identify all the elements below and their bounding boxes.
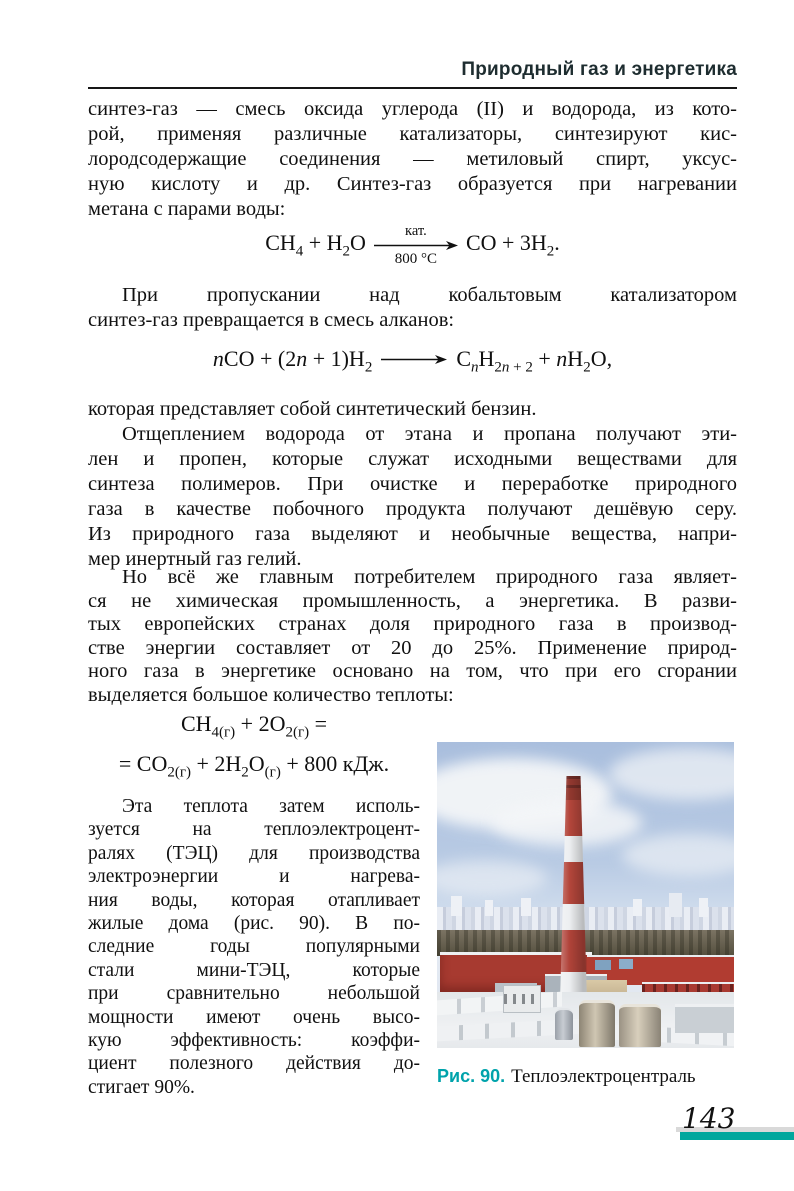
storage-tank: [555, 1008, 573, 1040]
text-line: Но всё же главным потребителем природного газа являет-: [122, 566, 737, 588]
paragraph-dehydrogenation: [88, 422, 737, 571]
text-line: ралях (ТЭЦ) для производства: [88, 842, 420, 864]
power-plant-photo: [437, 742, 734, 1048]
text-line: электроэнергии и нагрева-: [88, 866, 420, 888]
figure-caption: [437, 1066, 737, 1088]
text-line: Из природного газа выделяют и необычные вещества, напри-: [88, 522, 737, 545]
text-line: Эта теплота затем исполь-: [122, 796, 420, 817]
text-line: газа в качестве побочного продукта получают дешёвую серу.: [88, 497, 737, 520]
paragraph-syngas-intro: [88, 97, 737, 222]
text-line: при сравнительно небольшой: [88, 983, 420, 1005]
paragraph-synthetic-petrol: [88, 397, 737, 422]
right-arrow-icon: [374, 241, 458, 250]
text-line: ния воды, которая отапливает: [88, 889, 420, 911]
text-line: которая представляет собой синтетический бензин.: [88, 398, 537, 420]
text-line: мер инертный газ гелий.: [88, 547, 302, 570]
text-line: ся не химическая промышленность, а энергетика. В разви-: [88, 589, 737, 612]
text-line: синтез-газ превращается в смесь алканов:: [88, 308, 455, 331]
text-line: мощности имеют очень высо-: [88, 1006, 420, 1028]
equation-text: CO + $3H_2$.: [465, 230, 560, 260]
skyline-tower: [485, 900, 493, 916]
running-head: Природный газ и энергетика: [461, 59, 737, 80]
equation-combustion-line1: $CH_{4(г)} + 2O_{2(г)}$ =: [180, 711, 328, 741]
text-line: кую эффективность: коэффи-: [88, 1030, 420, 1052]
text-line: При пропускании над кобальтовым катализатором: [122, 284, 737, 306]
equation-alkane-synthesis: nCO + $(2n + 1)H_2$ $C_nH_{2n + 2} + nH_2O$,: [212, 346, 613, 376]
text-line: циент полезного действия до-: [88, 1053, 420, 1075]
cloud: [437, 860, 547, 896]
page-number: 143: [682, 1102, 736, 1135]
skyline-tower: [633, 899, 642, 916]
storage-tank: [619, 1004, 661, 1047]
paragraph-heat-usage: [88, 795, 420, 1099]
low-building: [675, 1004, 734, 1033]
text-line: стали мини-ТЭЦ, которые: [88, 959, 420, 981]
text-line: ного газа в энергетике основано на том, что при его сгорании: [88, 660, 737, 683]
storage-tank: [579, 1000, 615, 1047]
header-rule: [88, 87, 737, 89]
text-line: стве энергии составляет от 20 до 25%. Применение природ-: [88, 636, 737, 659]
text-line: стигает 90%.: [88, 1076, 195, 1098]
text-line: метана с парами воды:: [88, 197, 286, 220]
skyline-tower: [699, 898, 708, 917]
paragraph-cobalt-catalyst: [88, 283, 737, 333]
figure-caption-text: Теплоэлектроцентраль: [511, 1066, 696, 1087]
text-line: лен и пропен, которые служат исходными веществами для: [88, 447, 737, 470]
equation-combustion: [88, 704, 420, 784]
figure-label: Рис. 90.: [437, 1066, 506, 1086]
small-building: [503, 985, 541, 1013]
text-line: зуется на теплоэлектроцент-: [88, 819, 420, 841]
skyline-tower: [451, 896, 462, 916]
text-line: рой, применяя различные катализаторы, синтезируют кис-: [88, 122, 737, 145]
equation-combustion-line2: = $CO_{2(г)} + 2H_2O_{(г)} + 800$ кДж.: [118, 751, 390, 781]
skyline-tower: [669, 893, 682, 917]
rooftop-unit: [619, 959, 633, 969]
text-line: выделяется большое количество теплоты:: [88, 683, 454, 706]
cloud: [609, 748, 734, 800]
reaction-arrow-with-conditions: кат. 800 °C: [374, 224, 458, 267]
cloud: [622, 834, 734, 876]
equation-methane-steam: [88, 224, 737, 267]
text-line: синтез-газ — смесь оксида углерода (II) и водорода, из кото-: [88, 98, 737, 120]
rooftop-unit: [595, 960, 611, 970]
skyline-tower: [521, 898, 531, 916]
equation-text: $CH_4 + H_2O$: [265, 230, 366, 260]
text-line: тых европейских странах доля природного газа в производ-: [88, 613, 737, 636]
text-line: Отщеплением водорода от этана и пропана получают эти-: [122, 423, 737, 445]
paragraph-energy-consumption: [88, 566, 737, 708]
text-line: синтеза полимеров. При очистке и переработке природного: [88, 472, 737, 495]
long-right-arrow-icon: [381, 355, 447, 364]
text-line: следние годы популярными: [88, 936, 420, 958]
text-line: ную кислоту и др. Синтез-газ образуется при нагревании: [88, 172, 737, 195]
text-line: жилые дома (рис. 90). В по-: [88, 913, 420, 935]
text-line: лородсодержащие соединения — метиловый спирт, уксус-: [88, 147, 737, 170]
